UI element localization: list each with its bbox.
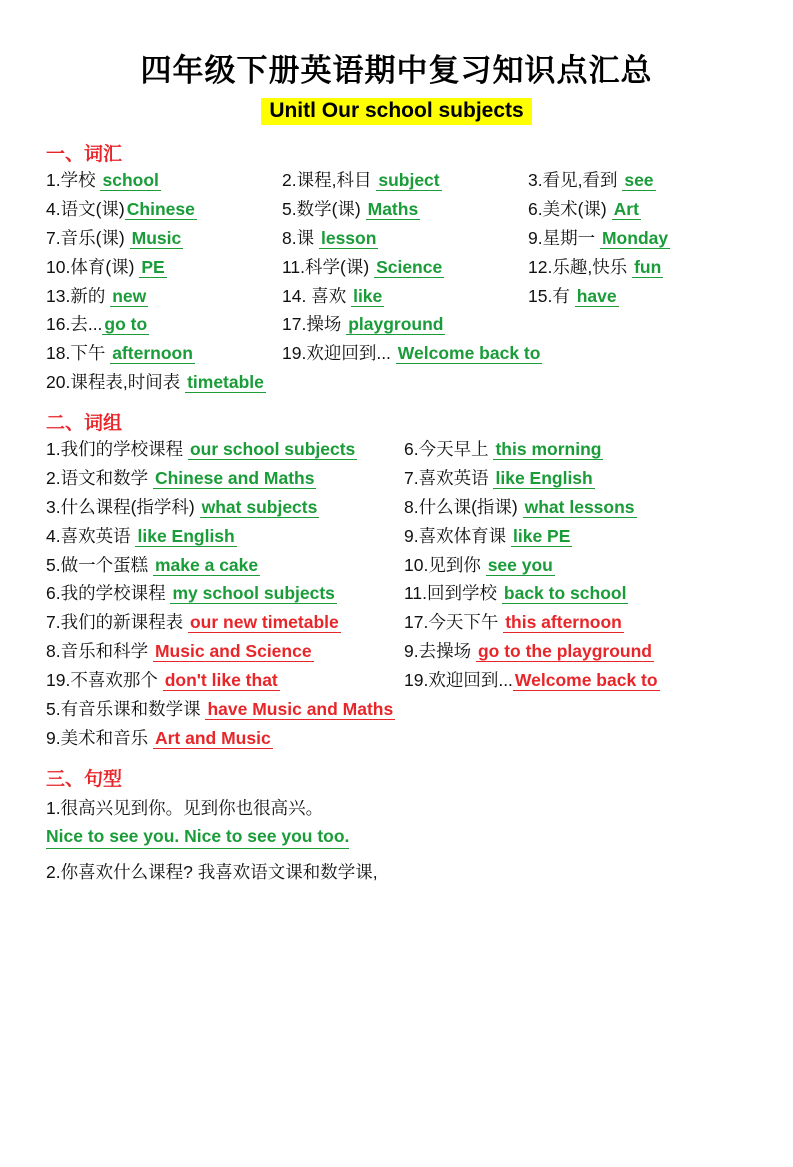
- phrase-entry: [46, 526, 404, 548]
- vocab-cn: 7.音乐(课): [46, 227, 125, 248]
- phrase-en: back to school: [503, 583, 627, 604]
- section-heading-sentences: 三、句型: [46, 768, 123, 790]
- phrase-cn: 9.喜欢体育课: [404, 525, 507, 546]
- phrase-row: [46, 439, 753, 461]
- phrase-cn: 19.不喜欢那个: [46, 670, 158, 690]
- phrase-row: [46, 728, 753, 750]
- vocab-cn: 10.体育(课): [46, 256, 135, 277]
- phrase-list: [46, 439, 753, 750]
- phrase-row: [46, 526, 753, 548]
- phrase-cn: 6.今天早上: [404, 439, 489, 459]
- vocab-en: lesson: [320, 227, 377, 248]
- vocab-cn: 14. 喜欢: [282, 285, 347, 306]
- phrase-entry: [46, 670, 404, 692]
- phrase-entry: [46, 728, 753, 750]
- phrase-en: Art and Music: [154, 727, 271, 748]
- vocab-cn: 12.乐趣,快乐: [528, 256, 628, 277]
- vocab-cn: 19.欢迎回到...: [282, 343, 391, 364]
- vocab-entry: [282, 199, 528, 221]
- phrase-cn: 3.什么课程(指学科): [46, 496, 195, 517]
- vocab-en: timetable: [187, 372, 264, 393]
- vocab-en: Maths: [367, 198, 419, 219]
- vocab-en: have: [576, 285, 617, 306]
- vocab-en: subject: [378, 170, 440, 190]
- phrase-entry: [46, 641, 404, 663]
- vocab-cn: 18.下午: [46, 343, 106, 364]
- vocab-entry: [282, 170, 528, 192]
- phrase-entry: [46, 555, 404, 577]
- phrase-entry: [404, 468, 744, 490]
- sentence-en: Nice to see you. Nice to see you too.: [46, 826, 349, 849]
- vocab-en: new: [112, 285, 147, 306]
- phrase-row: [46, 670, 753, 692]
- phrase-entry: [404, 612, 744, 634]
- vocab-en: afternoon: [112, 343, 193, 364]
- vocab-en: Welcome back to: [397, 343, 541, 364]
- vocab-en: Science: [376, 256, 443, 277]
- vocab-cn: 3.看见,看到: [528, 170, 618, 190]
- vocab-entry: [46, 228, 282, 250]
- document-page: [0, 45, 793, 1167]
- phrase-entry: [46, 699, 753, 721]
- vocab-en: Music: [131, 227, 182, 248]
- phrase-en: my school subjects: [172, 583, 335, 604]
- vocab-cn: 5.数学(课): [282, 198, 361, 219]
- vocab-row: [46, 286, 753, 308]
- phrase-cn: 2.语文和数学: [46, 467, 149, 488]
- vocab-entry: [46, 257, 282, 279]
- phrase-en: our new timetable: [189, 612, 339, 633]
- vocab-cn: 4.语文(课): [46, 198, 125, 219]
- phrase-row: [46, 555, 753, 577]
- phrase-entry: [46, 497, 404, 519]
- phrase-row: [46, 497, 753, 519]
- phrase-cn: 19.欢迎回到...: [404, 670, 513, 690]
- vocab-entry: [46, 286, 282, 308]
- phrase-entry: [404, 555, 744, 577]
- phrase-en: what subjects: [201, 496, 318, 517]
- phrase-en: Chinese and Maths: [154, 467, 315, 488]
- vocab-cn: 8.课: [282, 227, 315, 248]
- vocab-row: [46, 314, 753, 336]
- phrase-cn: 10.见到你: [404, 554, 481, 575]
- vocab-entry: [282, 314, 528, 336]
- phrase-cn: 8.什么课(指课): [404, 496, 518, 517]
- phrase-entry: [46, 583, 404, 605]
- phrase-en: go to the playground: [477, 641, 652, 662]
- phrase-cn: 9.美术和音乐: [46, 727, 149, 748]
- vocab-cn: 17.操场: [282, 314, 342, 335]
- vocab-row: [46, 199, 753, 221]
- sentence-list: [46, 795, 747, 884]
- phrase-entry: [404, 439, 744, 461]
- phrase-row: [46, 583, 753, 605]
- phrase-row: [46, 699, 753, 721]
- phrase-en: our school subjects: [189, 439, 356, 459]
- phrase-en: don't like that: [164, 670, 278, 690]
- phrase-en: this morning: [495, 439, 602, 459]
- phrase-cn: 4.喜欢英语: [46, 525, 131, 546]
- phrase-entry: [404, 670, 744, 692]
- phrase-cn: 5.有音乐课和数学课: [46, 698, 201, 719]
- vocab-cn: 16.去...: [46, 314, 103, 335]
- phrase-en: what lessons: [524, 496, 635, 517]
- phrase-cn: 9.去操场: [404, 641, 472, 662]
- vocab-entry: [282, 343, 542, 365]
- vocab-row: [46, 228, 753, 250]
- phrase-cn: 1.我们的学校课程: [46, 439, 184, 459]
- phrase-en: this afternoon: [505, 612, 622, 633]
- phrase-en: have Music and Maths: [207, 698, 394, 719]
- vocab-entry: [46, 343, 282, 365]
- vocab-en: Art: [613, 198, 639, 219]
- phrase-en: like English: [495, 467, 593, 488]
- phrase-cn: 17.今天下午: [404, 612, 499, 633]
- vocab-entry: [282, 228, 528, 250]
- vocab-entry: [46, 314, 282, 336]
- vocab-cn: 6.美术(课): [528, 198, 607, 219]
- vocab-entry: [46, 199, 282, 221]
- vocab-row: [46, 343, 753, 365]
- section-heading-phrases: 二、词组: [46, 413, 123, 434]
- vocab-en: go to: [104, 314, 148, 335]
- sentence-cn: 1.很高兴见到你。见到你也很高兴。: [46, 797, 324, 818]
- phrase-en: Welcome back to: [514, 670, 658, 690]
- vocab-entry: [46, 170, 282, 192]
- phrase-cn: 6.我的学校课程: [46, 583, 166, 604]
- vocab-entry: [46, 372, 753, 394]
- phrase-entry: [404, 526, 744, 548]
- phrase-entry: [46, 612, 404, 634]
- vocab-entry: [528, 199, 748, 221]
- phrase-en: see you: [487, 554, 553, 575]
- vocab-cn: 20.课程表,时间表: [46, 372, 181, 393]
- page-title: 四年级下册英语期中复习知识点汇总: [140, 53, 653, 88]
- vocab-entry: [528, 257, 748, 279]
- unit-subtitle: Unitl Our school subjects: [261, 98, 531, 125]
- subtitle-container: [0, 98, 793, 125]
- vocab-en: see: [624, 170, 654, 190]
- vocab-en: Monday: [601, 227, 669, 248]
- phrase-entry: [46, 439, 404, 461]
- vocab-en: like: [353, 285, 383, 306]
- vocab-cn: 15.有: [528, 285, 570, 306]
- vocab-cn: 9.星期一: [528, 227, 596, 248]
- vocab-cn: 2.课程,科目: [282, 170, 372, 190]
- phrase-cn: 7.我们的新课程表: [46, 612, 184, 633]
- vocab-cn: 1.学校: [46, 170, 96, 190]
- phrase-entry: [404, 497, 744, 519]
- vocab-entry: [528, 286, 748, 308]
- vocab-en: PE: [141, 256, 165, 277]
- phrase-row: [46, 641, 753, 663]
- phrase-en: like English: [137, 525, 235, 546]
- vocab-row: [46, 372, 753, 394]
- vocab-en: Chinese: [126, 198, 195, 219]
- vocab-en: fun: [634, 256, 662, 277]
- phrase-en: make a cake: [154, 554, 259, 575]
- phrase-cn: 8.音乐和科学: [46, 641, 149, 662]
- phrase-entry: [404, 583, 744, 605]
- vocab-cn: 11.科学(课): [282, 256, 370, 277]
- phrase-entry: [404, 641, 744, 663]
- phrase-cn: 11.回到学校: [404, 583, 498, 604]
- vocab-en: school: [102, 170, 159, 190]
- sentence-cn: 2.你喜欢什么课程? 我喜欢语文课和数学课,: [46, 861, 378, 882]
- vocab-row: [46, 170, 753, 192]
- phrase-row: [46, 468, 753, 490]
- phrase-cn: 5.做一个蛋糕: [46, 554, 149, 575]
- phrase-row: [46, 612, 753, 634]
- vocabulary-list: [46, 170, 753, 394]
- section-heading-vocabulary: 一、词汇: [46, 144, 123, 165]
- vocab-entry: [528, 170, 748, 192]
- vocab-en: playground: [348, 314, 444, 335]
- vocab-row: [46, 257, 753, 279]
- vocab-entry: [282, 286, 528, 308]
- vocab-entry: [282, 257, 528, 279]
- vocab-cn: 13.新的: [46, 285, 106, 306]
- phrase-en: Music and Science: [154, 641, 312, 662]
- phrase-entry: [46, 468, 404, 490]
- phrase-en: like PE: [512, 525, 571, 546]
- phrase-cn: 7.喜欢英语: [404, 467, 489, 488]
- vocab-entry: [528, 228, 748, 250]
